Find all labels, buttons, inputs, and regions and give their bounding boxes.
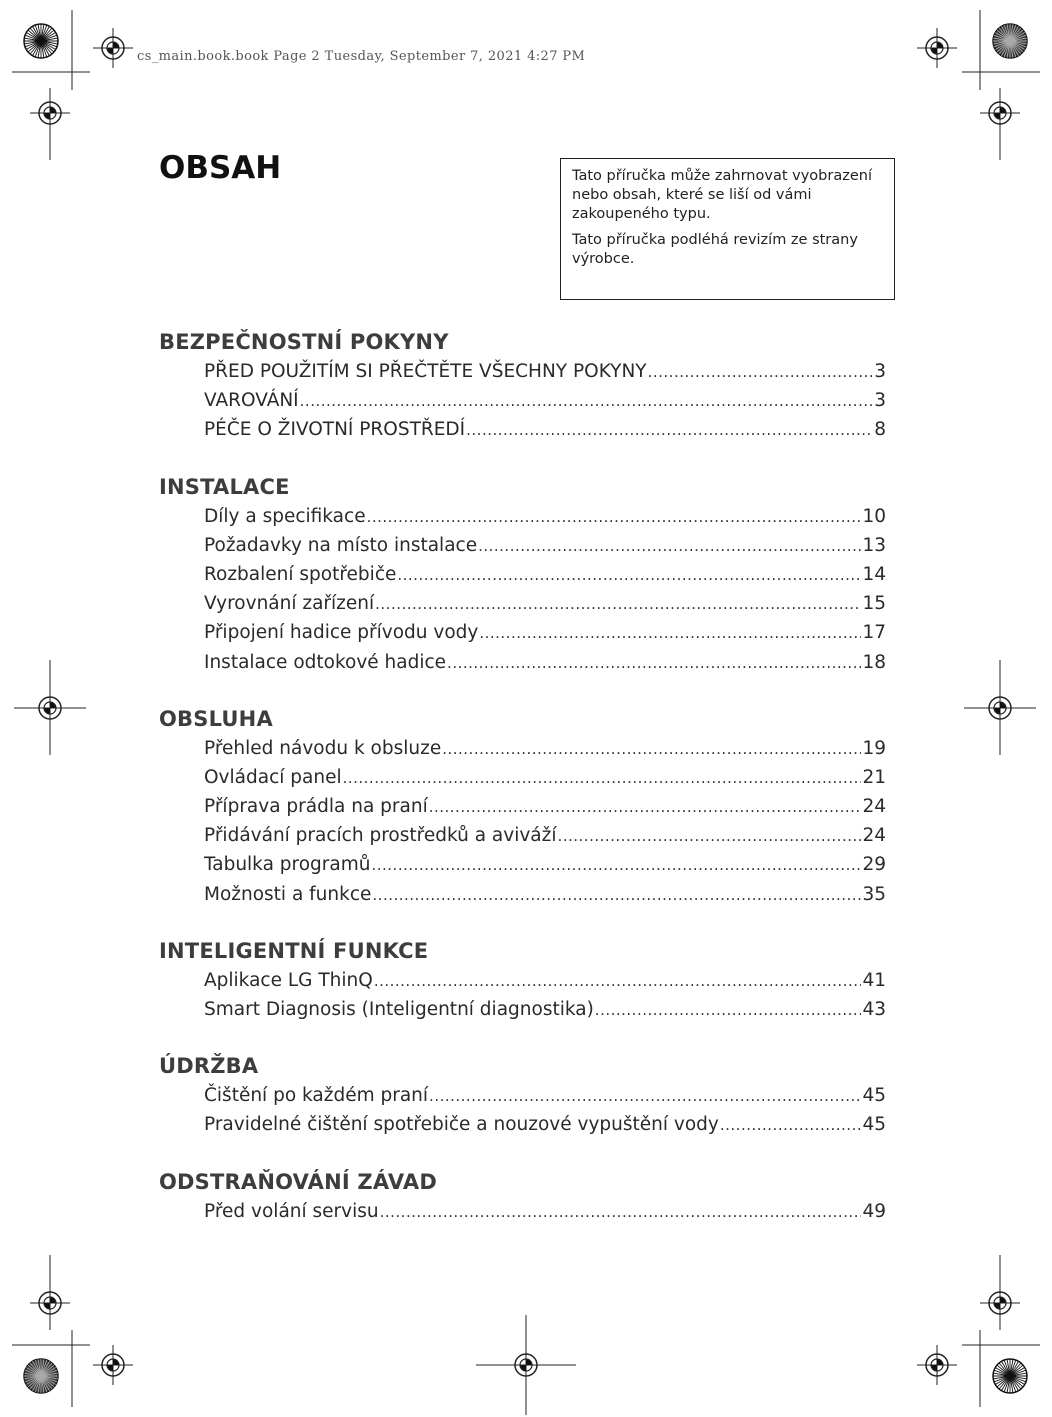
- toc-section-title: ÚDRŽBA: [159, 1054, 259, 1079]
- toc-entry-page: 17: [862, 622, 886, 644]
- toc-entry-label: Příprava prádla na praní: [204, 796, 428, 818]
- toc-entry-label: Rozbalení spotřebiče: [204, 563, 397, 585]
- dot-leader: [374, 972, 862, 990]
- toc-section: [159, 936, 886, 1028]
- toc-entry-page: 45: [862, 1085, 886, 1107]
- toc-section-title: OBSLUHA: [159, 706, 273, 731]
- dot-leader: [466, 421, 873, 439]
- toc-entry-page: 14: [862, 563, 886, 585]
- registration-mark: [980, 1283, 1020, 1323]
- toc-entry-label: Vyrovnání zařízení: [204, 593, 375, 615]
- dot-leader: [397, 566, 861, 584]
- toc-entry[interactable]: [204, 999, 886, 1028]
- toc-entry-page: 3: [874, 390, 886, 412]
- toc-section: [159, 1051, 886, 1143]
- dot-leader: [648, 363, 874, 381]
- dot-leader: [557, 827, 861, 845]
- table-of-contents: [159, 327, 886, 1253]
- color-star-mark: [993, 1359, 1027, 1393]
- toc-section: [159, 472, 886, 681]
- toc-entry[interactable]: [204, 390, 886, 419]
- toc-entry-label: Připojení hadice přívodu vody: [204, 622, 479, 644]
- toc-entry[interactable]: [204, 854, 886, 883]
- toc-entry-label: Přidávání pracích prostředků a aviváží: [204, 825, 557, 847]
- toc-entry[interactable]: [204, 825, 886, 854]
- toc-entry[interactable]: [204, 361, 886, 390]
- toc-entry[interactable]: [204, 535, 886, 564]
- dot-leader: [479, 624, 861, 642]
- registration-mark: [30, 1283, 70, 1323]
- toc-entry-page: 45: [862, 1114, 886, 1136]
- toc-entry-label: Před volání servisu: [204, 1200, 379, 1222]
- color-star-mark: [24, 24, 58, 58]
- dot-leader: [300, 392, 874, 410]
- toc-entry-label: Smart Diagnosis (Inteligentní diagnostika): [204, 999, 594, 1020]
- dot-leader: [720, 1116, 862, 1134]
- toc-entry-page: 24: [862, 825, 886, 847]
- toc-entry-page: 24: [862, 796, 886, 818]
- toc-entry-label: PÉČE O ŽIVOTNÍ PROSTŘEDÍ: [204, 419, 466, 441]
- toc-entry-page: 3: [874, 361, 886, 382]
- toc-entry-label: Tabulka programů: [204, 854, 371, 876]
- toc-entry-label: Čištění po každém praní: [204, 1085, 429, 1107]
- dot-leader: [478, 537, 861, 555]
- registration-mark: [917, 1345, 957, 1385]
- toc-entry-page: 19: [862, 737, 886, 759]
- notice-paragraph: Tato příručka podléhá revizím ze strany výrobce.: [572, 232, 858, 267]
- registration-mark: [476, 1315, 576, 1415]
- toc-entry-page: 15: [862, 593, 886, 615]
- toc-section: [159, 327, 886, 449]
- registration-mark: [14, 672, 86, 744]
- dot-leader: [447, 654, 861, 672]
- toc-entry-label: Požadavky na místo instalace: [204, 534, 478, 556]
- toc-section-title: ODSTRAŇOVÁNÍ ZÁVAD: [159, 1169, 437, 1194]
- dot-leader: [380, 1203, 862, 1221]
- toc-entry-page: 29: [862, 854, 886, 876]
- toc-entry-page: 21: [862, 766, 886, 788]
- toc-section: [159, 1167, 886, 1230]
- toc-entry-page: 49: [862, 1200, 886, 1222]
- registration-mark: [964, 672, 1036, 744]
- dot-leader: [429, 798, 862, 816]
- toc-entry[interactable]: [204, 884, 886, 913]
- toc-entry-page: 13: [862, 534, 886, 556]
- toc-section-title: BEZPEČNOSTNÍ POKYNY: [159, 330, 449, 354]
- print-slug: cs_main.book.book Page 2 Tuesday, September 7, 2021 4:27 PM: [137, 49, 586, 64]
- toc-entry-page: 18: [862, 651, 886, 673]
- toc-entry-label: VAROVÁNÍ: [204, 390, 299, 412]
- toc-entry[interactable]: [204, 1114, 886, 1143]
- notice-box: [560, 158, 895, 300]
- toc-entry-label: Možnosti a funkce: [204, 883, 372, 905]
- toc-entry[interactable]: [204, 738, 886, 767]
- toc-entry-label: Aplikace LG ThinQ: [204, 969, 373, 991]
- registration-mark: [30, 93, 70, 133]
- toc-section-title: INSTALACE: [159, 474, 290, 499]
- toc-entry[interactable]: [204, 767, 886, 796]
- registration-mark: [93, 1345, 133, 1385]
- registration-mark: [917, 28, 957, 68]
- toc-entry-page: 41: [862, 969, 886, 991]
- color-star-mark: [24, 1359, 58, 1393]
- toc-entry-page: 8: [874, 419, 886, 441]
- toc-entry[interactable]: [204, 622, 886, 651]
- notice-paragraph: Tato příručka může zahrnovat vyobrazení nebo obsah, které se liší od vámi zakoupeného typu.: [572, 168, 872, 222]
- toc-entry-label: PŘED POUŽITÍM SI PŘEČTĚTE VŠECHNY POKYNY: [204, 361, 647, 382]
- dot-leader: [429, 1087, 861, 1105]
- toc-entry-label: Přehled návodu k obsluze: [204, 737, 442, 759]
- dot-leader: [343, 769, 862, 787]
- registration-mark: [980, 93, 1020, 133]
- toc-entry[interactable]: [204, 419, 886, 448]
- toc-entry-label: Instalace odtokové hadice: [204, 651, 447, 673]
- toc-entry[interactable]: [204, 506, 886, 535]
- dot-leader: [595, 1001, 862, 1019]
- registration-mark: [93, 28, 133, 68]
- toc-entry-label: Ovládací panel: [204, 766, 342, 788]
- toc-entry[interactable]: [204, 796, 886, 825]
- toc-entry[interactable]: [204, 970, 886, 999]
- dot-leader: [371, 856, 861, 874]
- dot-leader: [372, 886, 861, 904]
- dot-leader: [442, 740, 861, 758]
- toc-entry[interactable]: [204, 593, 886, 622]
- dot-leader: [367, 508, 862, 526]
- toc-entry-page: 43: [862, 999, 886, 1020]
- toc-section-title: INTELIGENTNÍ FUNKCE: [159, 938, 429, 963]
- toc-entry[interactable]: [204, 652, 886, 681]
- toc-entry-page: 35: [862, 883, 886, 905]
- dot-leader: [375, 595, 861, 613]
- toc-section: [159, 704, 886, 913]
- toc-entry-page: 10: [862, 505, 886, 527]
- page-title: OBSAH: [159, 150, 282, 186]
- toc-entry[interactable]: [204, 564, 886, 593]
- toc-entry-label: Pravidelné čištění spotřebiče a nouzové vypuštění vody: [204, 1114, 719, 1136]
- color-star-mark: [993, 24, 1027, 58]
- toc-entry-label: Díly a specifikace: [204, 505, 366, 527]
- toc-entry[interactable]: [204, 1201, 886, 1230]
- toc-entry[interactable]: [204, 1085, 886, 1114]
